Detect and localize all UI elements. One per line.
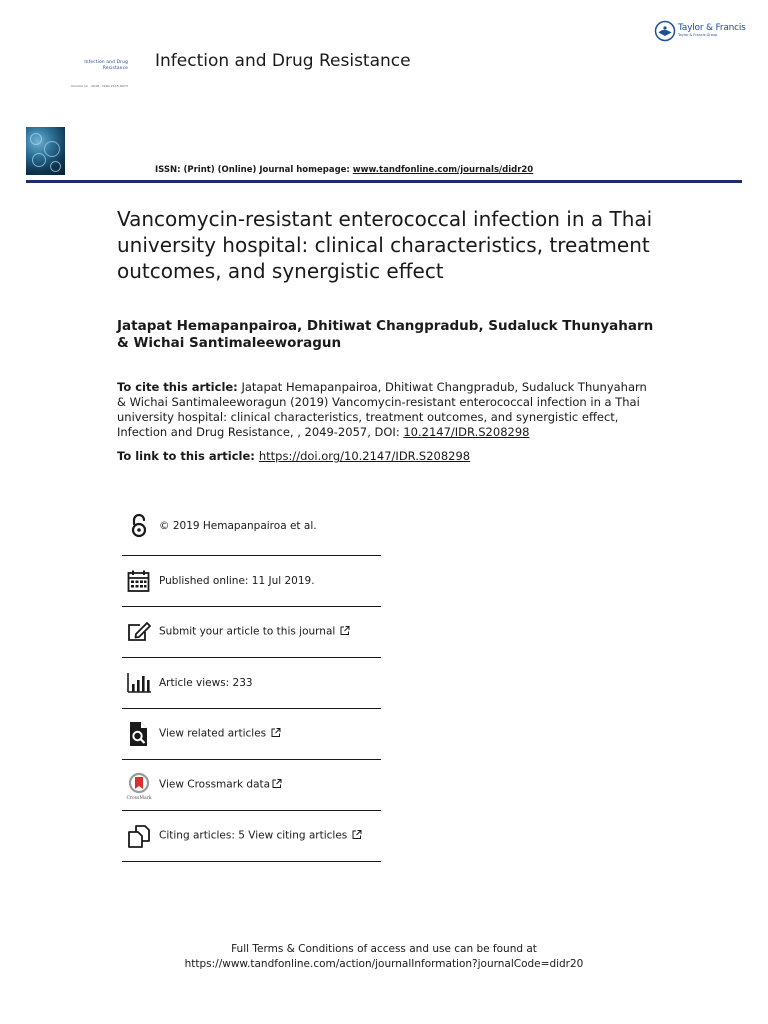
edit-icon [126,619,152,645]
related-articles-link[interactable] [159,728,281,741]
journal-name: Infection and Drug Resistance [155,51,411,71]
submit-article-label: Submit your article to this journal [159,625,336,638]
doi-link[interactable]: 10.2147/IDR.S208298 [403,425,530,439]
related-articles-label: View related articles [159,727,267,740]
terms-footer [0,942,768,972]
copyright-row [122,497,381,556]
citation-block [117,380,647,440]
bar-chart-icon [126,670,152,696]
copyright-text: © 2019 Hemapanpairoa et al. [159,520,317,532]
issn-line [155,165,533,175]
footer-terms-url[interactable]: https://www.tandfonline.com/action/journalInformation?journalCode=didr20 [184,958,584,970]
citing-row[interactable] [122,811,381,862]
external-link-icon [272,779,282,792]
views-row [122,658,381,709]
article-authors: Jatapat Hemapanpairoa, Dhitiwat Changpradub, Sudaluck Thunyaharn & Wichai Santimaleeworagun [117,318,654,351]
related-row[interactable] [122,709,381,760]
citing-icon [126,823,152,849]
cover-meta: Volume 11 · 2018 · ISSN 2115-6973 [71,84,128,88]
submit-row[interactable] [122,607,381,658]
article-title: Vancomycin-resistant enterococcal infection in a Thai university hospital: clinical characteristics, treatment outcomes, and synergistic effect [117,207,653,283]
cite-text: Jatapat Hemapanpairoa, Dhitiwat Changpradub, Sudaluck Thunyaharn & Wichai Santimaleeworagun (2019) Vancomycin-resistant enterococcal infection in a Thai university hospital: clinical characteristics, treatment outcomes, and synergistic effect, Infection and Drug Resistance, , 2049-2057, DOI: [117,380,647,439]
open-access-icon [126,513,152,539]
cover-title-line1: Infection and Drug [84,60,128,65]
article-link-block [117,449,657,464]
crossmark-link[interactable] [159,779,282,792]
citing-articles-link[interactable] [159,830,362,843]
published-row [122,556,381,607]
cover-title-line2: Resistance [102,66,128,71]
crossmark-icon-text: CrossMark [126,796,152,800]
document-search-icon [126,721,152,747]
article-doi-url[interactable]: https://doi.org/10.2147/IDR.S208298 [258,449,471,463]
issn-text: ISSN: (Print) (Online) Journal homepage: [155,165,353,175]
publisher-subtitle: Taylor & Francis Group [678,33,718,38]
link-label: To link to this article: [117,449,255,463]
crossmark-label: View Crossmark data [159,778,271,791]
publisher-name: Taylor & Francis [678,23,746,34]
citing-articles-label: Citing articles: 5 View citing articles [159,829,348,842]
taylor-francis-emblem-icon [654,20,676,42]
calendar-icon [126,568,152,594]
header-divider [26,180,742,183]
crossmark-icon [126,772,152,798]
external-link-icon [271,728,281,741]
journal-cover-text [52,60,128,94]
external-link-icon [340,626,350,639]
article-info-list [122,497,381,862]
external-link-icon [352,830,362,843]
published-date: Published online: 11 Jul 2019. [159,575,315,587]
taylor-francis-logo[interactable] [654,20,746,42]
journal-homepage-link[interactable]: www.tandfonline.com/journals/didr20 [352,165,534,175]
cite-label: To cite this article: [117,380,238,394]
journal-cover-image [26,127,65,175]
submit-article-link[interactable] [159,626,350,639]
crossmark-row[interactable] [122,760,381,811]
footer-line1: Full Terms & Conditions of access and use can be found at [231,943,537,955]
article-views: Article views: 233 [159,677,253,689]
